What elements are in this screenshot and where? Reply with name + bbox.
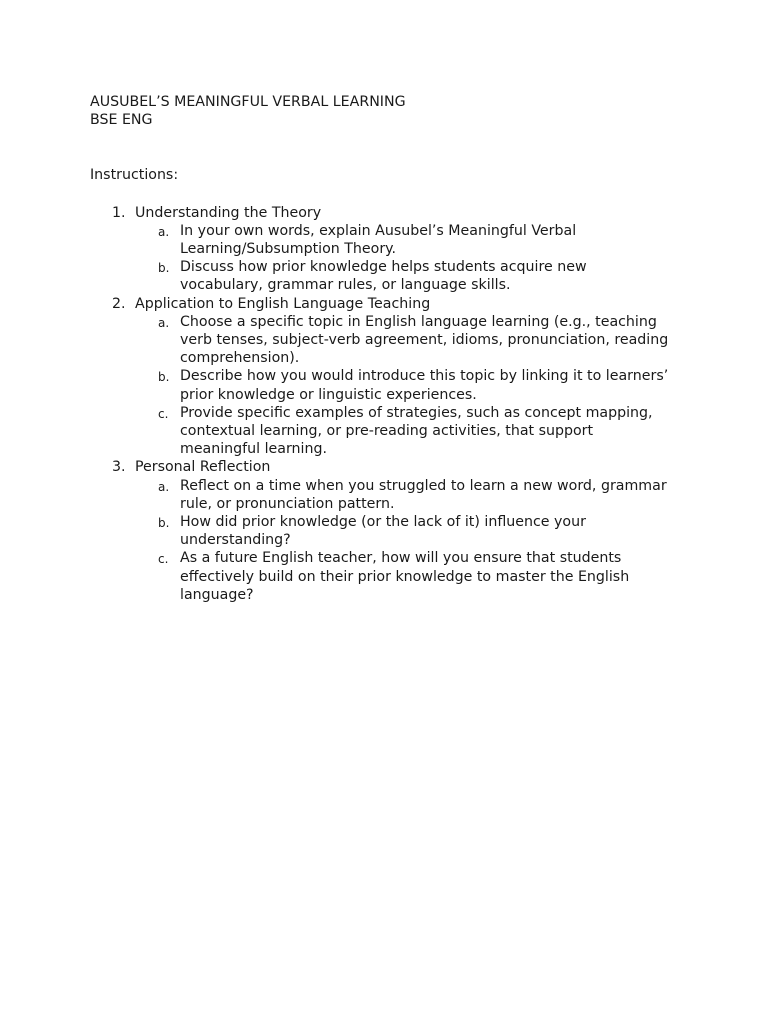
sub-item-text: As a future English teacher, how will you ensure that students effectively build on their prior knowledge to master the English language? (180, 550, 630, 603)
instructions-label: Instructions: (90, 167, 179, 184)
sub-item-letter: c. (158, 552, 169, 567)
sub-list (135, 313, 690, 459)
sub-item-letter: b. (158, 261, 170, 276)
sub-item-letter: a. (158, 315, 170, 330)
sub-item (135, 549, 670, 604)
item-heading: Application to English Language Teaching (135, 295, 431, 312)
sub-item-text: Reflect on a time when you struggled to learn a new word, grammar rule, or pronunciation pattern. (180, 477, 667, 512)
sub-item-text: Choose a specific topic in English language learning (e.g., teaching verb tenses, subject-verb agreement, idioms, pronunciation, reading comprehension). (180, 313, 669, 367)
sub-item (135, 367, 670, 403)
sub-list (135, 477, 690, 604)
sub-item-letter: b. (158, 516, 170, 531)
sub-item-text: How did prior knowledge (or the lack of it) influence your understanding? (180, 514, 586, 549)
item-heading: Personal Reflection (135, 459, 271, 476)
document-title: AUSUBEL’S MEANINGFUL VERBAL LEARNING (90, 94, 406, 110)
sub-item (135, 404, 670, 459)
sub-item (135, 313, 670, 368)
sub-item-letter: a. (158, 224, 170, 239)
sub-item-text: Describe how you would introduce this topic by linking it to learners’ prior knowledge or linguistic experiences. (180, 368, 669, 403)
sub-item (135, 513, 670, 549)
instruction-item-2 (90, 295, 690, 459)
sub-list (135, 222, 690, 295)
instruction-list (90, 204, 690, 604)
document-subtitle: BSE ENG (90, 112, 153, 129)
sub-item-text: Provide specific examples of strategies, such as concept mapping, contextual learning, or pre-reading activities, that support meaningful learning. (180, 404, 653, 458)
instruction-item-1 (90, 204, 690, 295)
sub-item-letter: c. (158, 406, 169, 421)
sub-item (135, 477, 670, 513)
sub-item-text: Discuss how prior knowledge helps students acquire new vocabulary, grammar rules, or language skills. (180, 259, 587, 294)
document-page (90, 93, 690, 604)
sub-item-letter: b. (158, 370, 170, 385)
item-number: 1. (112, 204, 126, 221)
sub-item (135, 222, 670, 258)
item-number: 3. (112, 459, 126, 476)
sub-item-text: In your own words, explain Ausubel’s Meaningful Verbal Learning/Subsumption Theory. (180, 222, 577, 258)
instruction-item-3 (90, 458, 690, 604)
item-heading: Understanding the Theory (135, 204, 322, 221)
sub-item (135, 258, 670, 294)
sub-item-letter: a. (158, 479, 170, 494)
item-number: 2. (112, 295, 126, 312)
